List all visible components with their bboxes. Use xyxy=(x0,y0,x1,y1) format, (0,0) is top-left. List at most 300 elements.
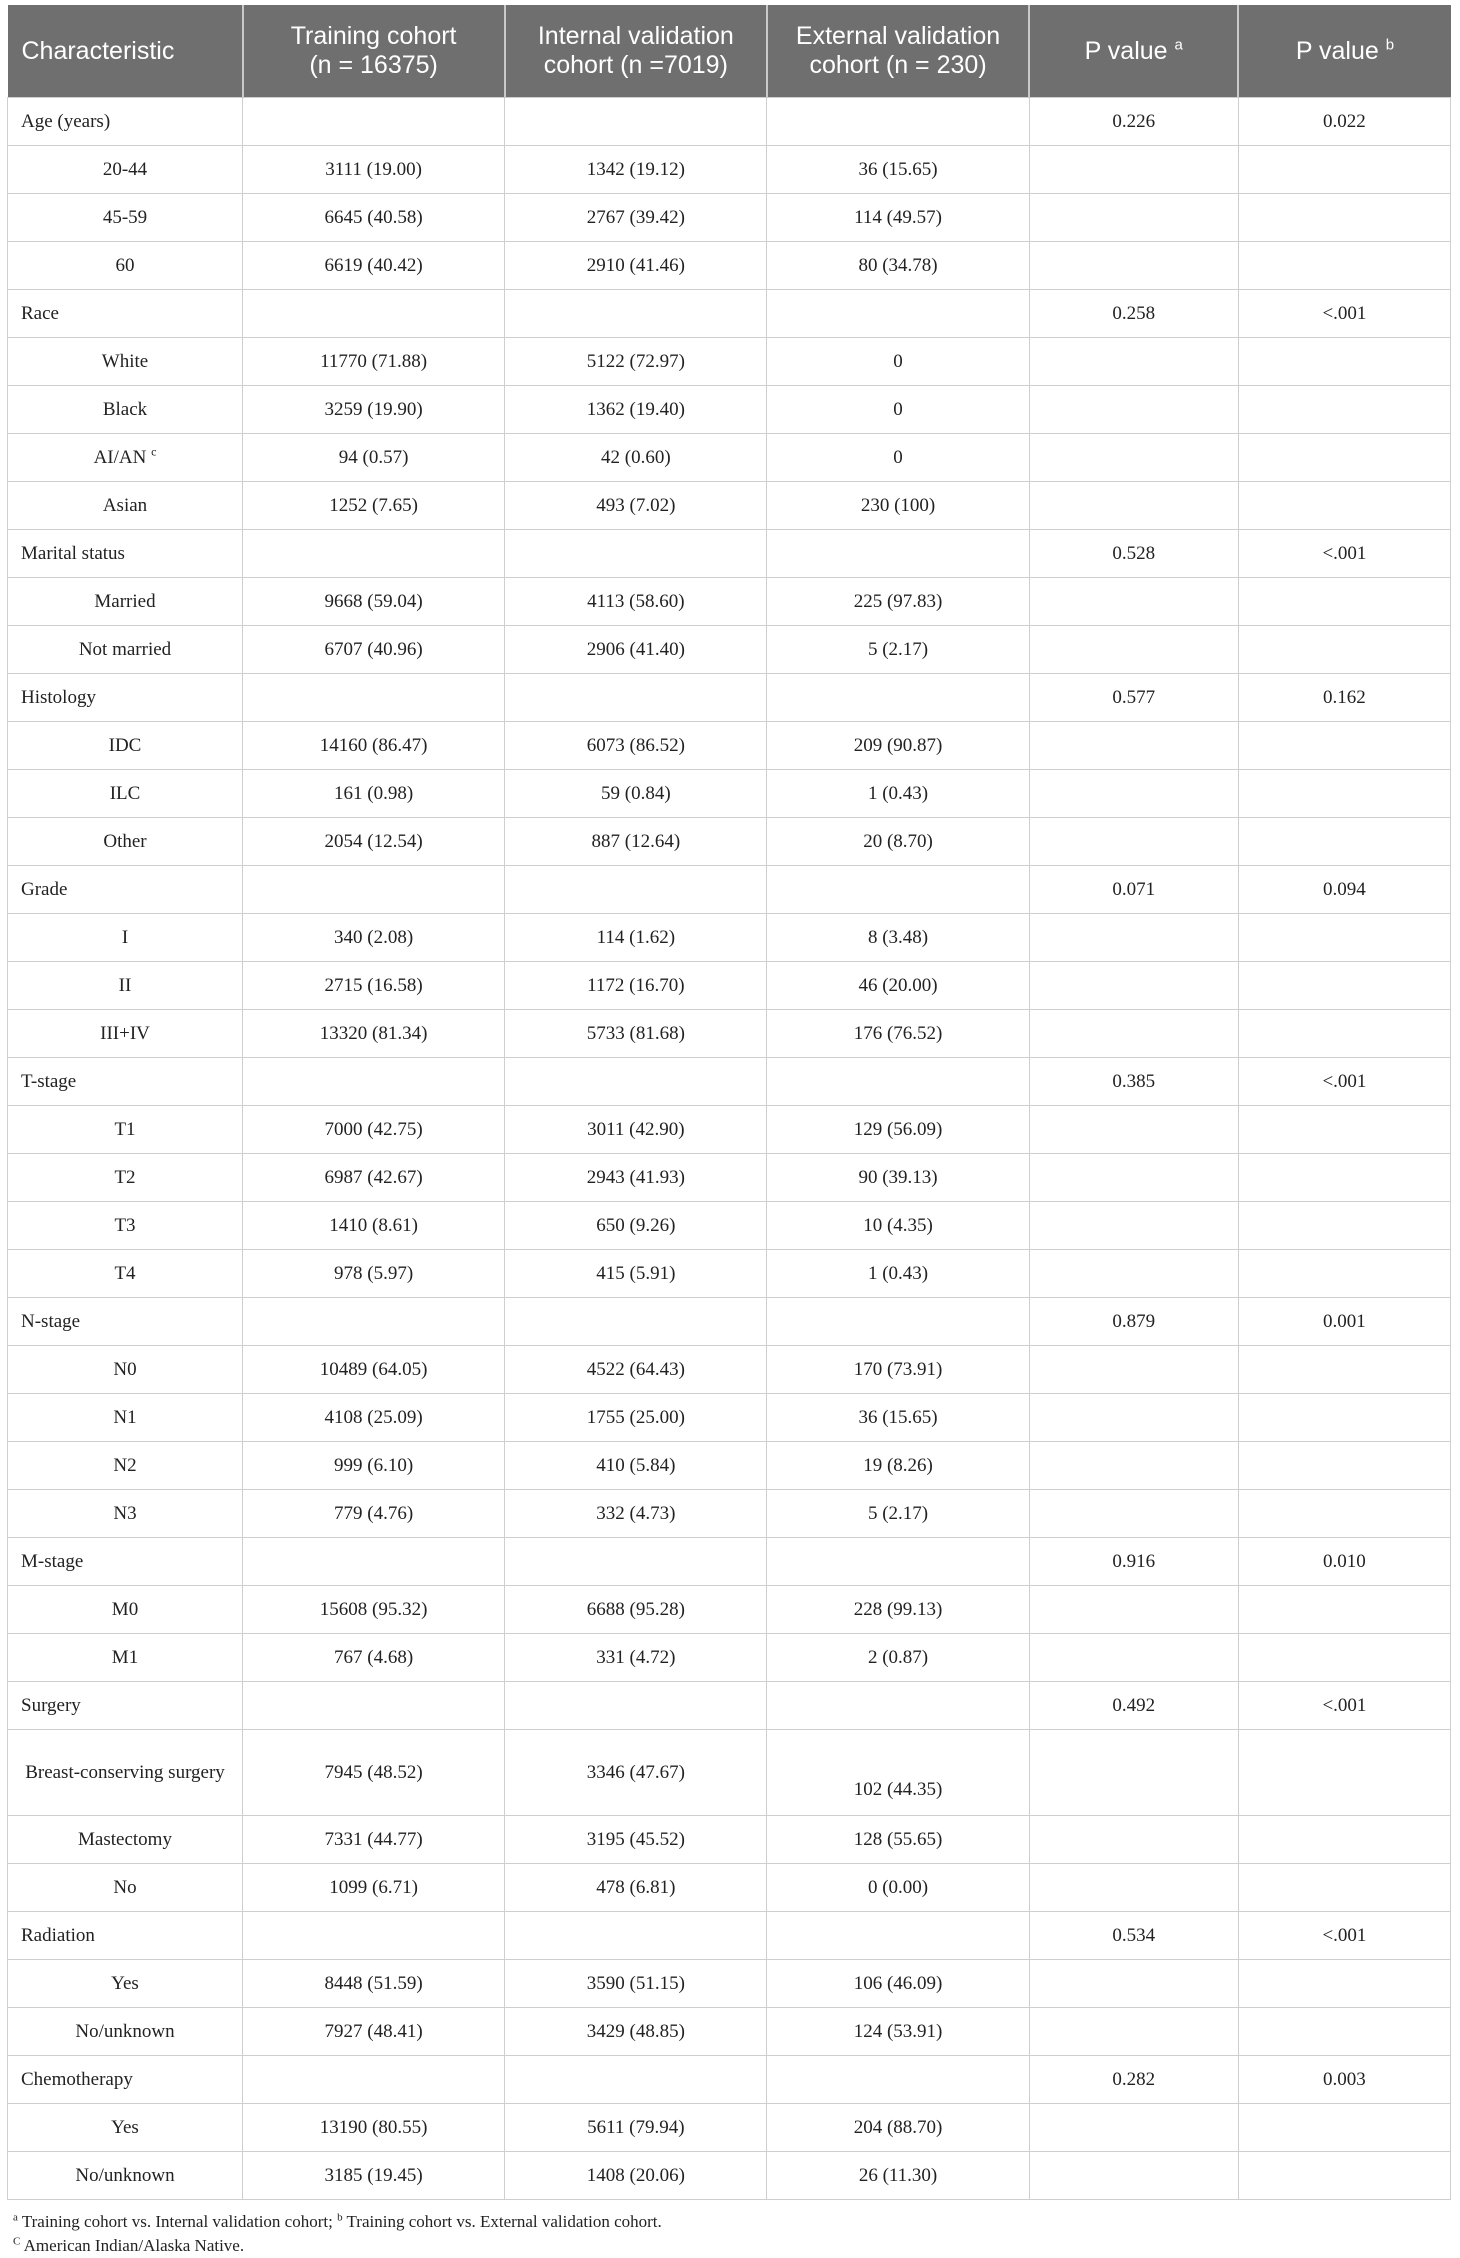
row-label: IDC xyxy=(108,734,142,756)
pvalue-b-cell xyxy=(1238,1490,1450,1538)
row-label: N3 xyxy=(113,1502,137,1524)
training-cell: 779 (4.76) xyxy=(243,1490,505,1538)
table-row xyxy=(8,578,1451,626)
header-external-line1: External validation xyxy=(795,22,1001,50)
pvalue-b-cell xyxy=(1238,722,1450,770)
group-row xyxy=(8,674,1451,722)
internal-cell: 410 (5.84) xyxy=(505,1442,767,1490)
group-label-cell xyxy=(8,1298,243,1346)
row-label: 60 xyxy=(115,254,135,276)
pvalue-b-cell xyxy=(1238,962,1450,1010)
pvalue-b-cell xyxy=(1238,1106,1450,1154)
header-pvalue-b xyxy=(1238,5,1450,98)
category-label-cell xyxy=(8,1010,243,1058)
pvalue-b-cell: <.001 xyxy=(1238,1058,1450,1106)
row-label: N2 xyxy=(113,1454,137,1476)
external-cell: 26 (11.30) xyxy=(767,2152,1029,2200)
table-row xyxy=(8,1442,1451,1490)
pvalue-a-cell xyxy=(1029,1346,1238,1394)
pvalue-a-cell: 0.226 xyxy=(1029,98,1238,146)
category-label-cell xyxy=(8,1634,243,1682)
pvalue-b-cell: 0.001 xyxy=(1238,1298,1450,1346)
pvalue-a-cell xyxy=(1029,818,1238,866)
external-cell xyxy=(767,674,1029,722)
row-label: N-stage xyxy=(21,1310,81,1332)
external-cell: 36 (15.65) xyxy=(767,146,1029,194)
header-pvalue-a-label: P value xyxy=(1084,36,1168,65)
external-cell: 36 (15.65) xyxy=(767,1394,1029,1442)
footnote-a-text: Training cohort vs. Internal validation cohort; xyxy=(17,2212,338,2231)
pvalue-b-cell xyxy=(1238,1816,1450,1864)
category-label-cell xyxy=(8,2104,243,2152)
group-label-cell xyxy=(8,1912,243,1960)
category-label-cell xyxy=(8,2152,243,2200)
external-cell: 1 (0.43) xyxy=(767,770,1029,818)
pvalue-b-cell: 0.022 xyxy=(1238,98,1450,146)
header-training-line2: (n = 16375) xyxy=(309,51,438,79)
pvalue-a-cell xyxy=(1029,1106,1238,1154)
pvalue-b-cell xyxy=(1238,242,1450,290)
group-row xyxy=(8,2056,1451,2104)
internal-cell: 332 (4.73) xyxy=(505,1490,767,1538)
pvalue-a-cell xyxy=(1029,1154,1238,1202)
external-cell: 0 xyxy=(767,386,1029,434)
footnote-b-mark: b xyxy=(337,2211,343,2224)
row-label: T1 xyxy=(114,1118,136,1140)
training-cell xyxy=(243,530,505,578)
row-label: 45-59 xyxy=(102,206,148,228)
table-row xyxy=(8,770,1451,818)
external-cell: 114 (49.57) xyxy=(767,194,1029,242)
table-row xyxy=(8,1634,1451,1682)
pvalue-a-cell xyxy=(1029,1634,1238,1682)
pvalue-a-cell xyxy=(1029,1586,1238,1634)
pvalue-b-cell xyxy=(1238,1154,1450,1202)
table-row xyxy=(8,1202,1451,1250)
external-cell: 225 (97.83) xyxy=(767,578,1029,626)
table-row xyxy=(8,434,1451,482)
internal-cell: 478 (6.81) xyxy=(505,1864,767,1912)
external-cell: 5 (2.17) xyxy=(767,1490,1029,1538)
pvalue-a-cell xyxy=(1029,2104,1238,2152)
external-cell: 209 (90.87) xyxy=(767,722,1029,770)
training-cell xyxy=(243,1058,505,1106)
pvalue-b-cell: 0.094 xyxy=(1238,866,1450,914)
row-label: No/unknown xyxy=(75,2164,175,2186)
table-body xyxy=(8,98,1451,2200)
internal-cell xyxy=(505,530,767,578)
pvalue-b-cell xyxy=(1238,1864,1450,1912)
internal-cell xyxy=(505,866,767,914)
pvalue-a-cell: 0.385 xyxy=(1029,1058,1238,1106)
footnote-line-2 xyxy=(13,2234,1451,2258)
pvalue-b-cell: <.001 xyxy=(1238,1912,1450,1960)
training-cell: 4108 (25.09) xyxy=(243,1394,505,1442)
pvalue-a-cell: 0.282 xyxy=(1029,2056,1238,2104)
internal-cell: 3590 (51.15) xyxy=(505,1960,767,2008)
category-label-cell xyxy=(8,1154,243,1202)
table-row xyxy=(8,914,1451,962)
pvalue-b-cell: <.001 xyxy=(1238,290,1450,338)
pvalue-b-cell xyxy=(1238,1960,1450,2008)
footnote-b-text: Training cohort vs. External validation cohort. xyxy=(342,2212,662,2231)
pvalue-b-cell xyxy=(1238,1394,1450,1442)
training-cell xyxy=(243,290,505,338)
header-external-line2: cohort (n = 230) xyxy=(809,51,987,79)
training-cell: 1410 (8.61) xyxy=(243,1202,505,1250)
category-label-cell xyxy=(8,1960,243,2008)
pvalue-b-cell xyxy=(1238,2152,1450,2200)
group-row xyxy=(8,866,1451,914)
training-cell: 978 (5.97) xyxy=(243,1250,505,1298)
training-cell xyxy=(243,1912,505,1960)
internal-cell: 415 (5.91) xyxy=(505,1250,767,1298)
table-row xyxy=(8,1394,1451,1442)
pvalue-b-cell: 0.162 xyxy=(1238,674,1450,722)
row-label: T4 xyxy=(114,1262,136,1284)
internal-cell: 1172 (16.70) xyxy=(505,962,767,1010)
category-label-cell xyxy=(8,1490,243,1538)
training-cell: 7000 (42.75) xyxy=(243,1106,505,1154)
row-label: Chemotherapy xyxy=(21,2068,133,2090)
internal-cell: 1362 (19.40) xyxy=(505,386,767,434)
footnote-c-mark: C xyxy=(13,2235,21,2248)
category-label-cell xyxy=(8,194,243,242)
external-cell: 90 (39.13) xyxy=(767,1154,1029,1202)
internal-cell: 3346 (47.67) xyxy=(505,1730,767,1816)
pvalue-a-cell xyxy=(1029,1730,1238,1816)
group-row xyxy=(8,1298,1451,1346)
training-cell xyxy=(243,2056,505,2104)
group-row xyxy=(8,1538,1451,1586)
pvalue-a-cell xyxy=(1029,434,1238,482)
category-label-cell xyxy=(8,338,243,386)
internal-cell: 3195 (45.52) xyxy=(505,1816,767,1864)
external-cell: 0 (0.00) xyxy=(767,1864,1029,1912)
external-cell xyxy=(767,2056,1029,2104)
category-label-cell xyxy=(8,626,243,674)
table-row xyxy=(8,1960,1451,2008)
pvalue-b-cell xyxy=(1238,1010,1450,1058)
training-cell: 15608 (95.32) xyxy=(243,1586,505,1634)
category-label-cell xyxy=(8,818,243,866)
table-row xyxy=(8,1586,1451,1634)
pvalue-a-cell xyxy=(1029,338,1238,386)
pvalue-b-cell xyxy=(1238,914,1450,962)
row-label: AI/AN xyxy=(93,446,147,468)
category-label-cell xyxy=(8,1730,243,1816)
external-cell: 1 (0.43) xyxy=(767,1250,1029,1298)
training-cell: 1099 (6.71) xyxy=(243,1864,505,1912)
pvalue-a-cell xyxy=(1029,2008,1238,2056)
pvalue-b-cell xyxy=(1238,482,1450,530)
external-cell: 5 (2.17) xyxy=(767,626,1029,674)
external-cell: 80 (34.78) xyxy=(767,242,1029,290)
external-cell xyxy=(767,98,1029,146)
pvalue-b-cell xyxy=(1238,1346,1450,1394)
table-header-row xyxy=(8,5,1451,98)
training-cell: 3185 (19.45) xyxy=(243,2152,505,2200)
row-label: No/unknown xyxy=(75,2020,175,2042)
row-label-footnote-mark: c xyxy=(151,444,157,459)
pvalue-a-cell xyxy=(1029,626,1238,674)
internal-cell: 2906 (41.40) xyxy=(505,626,767,674)
category-label-cell xyxy=(8,1202,243,1250)
table-row xyxy=(8,1490,1451,1538)
group-label-cell xyxy=(8,866,243,914)
pvalue-b-cell xyxy=(1238,1442,1450,1490)
group-label-cell xyxy=(8,674,243,722)
table-row xyxy=(8,194,1451,242)
internal-cell xyxy=(505,1058,767,1106)
internal-cell: 650 (9.26) xyxy=(505,1202,767,1250)
pvalue-b-cell: 0.003 xyxy=(1238,2056,1450,2104)
training-cell xyxy=(243,98,505,146)
internal-cell: 4522 (64.43) xyxy=(505,1346,767,1394)
internal-cell: 887 (12.64) xyxy=(505,818,767,866)
internal-cell xyxy=(505,1912,767,1960)
header-characteristic: Characteristic xyxy=(8,5,243,98)
training-cell xyxy=(243,866,505,914)
pvalue-a-cell xyxy=(1029,962,1238,1010)
category-label-cell xyxy=(8,1394,243,1442)
training-cell: 7945 (48.52) xyxy=(243,1730,505,1816)
training-cell xyxy=(243,674,505,722)
pvalue-a-cell xyxy=(1029,914,1238,962)
group-row xyxy=(8,530,1451,578)
group-row xyxy=(8,290,1451,338)
row-label: T2 xyxy=(114,1166,136,1188)
pvalue-a-cell xyxy=(1029,1490,1238,1538)
internal-cell: 1408 (20.06) xyxy=(505,2152,767,2200)
pvalue-b-cell: 0.010 xyxy=(1238,1538,1450,1586)
group-label-cell xyxy=(8,2056,243,2104)
pvalue-a-cell xyxy=(1029,1442,1238,1490)
pvalue-a-cell xyxy=(1029,482,1238,530)
external-cell: 46 (20.00) xyxy=(767,962,1029,1010)
external-cell: 2 (0.87) xyxy=(767,1634,1029,1682)
category-label-cell xyxy=(8,770,243,818)
training-cell: 767 (4.68) xyxy=(243,1634,505,1682)
pvalue-a-cell xyxy=(1029,146,1238,194)
header-training-cohort xyxy=(243,5,505,98)
external-cell: 176 (76.52) xyxy=(767,1010,1029,1058)
internal-cell: 114 (1.62) xyxy=(505,914,767,962)
category-label-cell xyxy=(8,1106,243,1154)
internal-cell: 6073 (86.52) xyxy=(505,722,767,770)
row-label: Black xyxy=(102,398,148,420)
pvalue-a-cell xyxy=(1029,1250,1238,1298)
internal-cell xyxy=(505,2056,767,2104)
external-cell: 10 (4.35) xyxy=(767,1202,1029,1250)
table-row xyxy=(8,146,1451,194)
external-cell xyxy=(767,1058,1029,1106)
category-label-cell xyxy=(8,1864,243,1912)
row-label: M0 xyxy=(111,1598,139,1620)
external-cell: 228 (99.13) xyxy=(767,1586,1029,1634)
internal-cell: 1755 (25.00) xyxy=(505,1394,767,1442)
table-row xyxy=(8,722,1451,770)
pvalue-b-cell xyxy=(1238,626,1450,674)
pvalue-a-cell xyxy=(1029,1394,1238,1442)
pvalue-a-cell xyxy=(1029,1010,1238,1058)
training-cell: 11770 (71.88) xyxy=(243,338,505,386)
table-row xyxy=(8,1106,1451,1154)
category-label-cell xyxy=(8,482,243,530)
training-cell xyxy=(243,1682,505,1730)
header-external-cohort xyxy=(767,5,1029,98)
footnote-c-text: American Indian/Alaska Native. xyxy=(20,2236,245,2255)
pvalue-a-cell: 0.258 xyxy=(1029,290,1238,338)
internal-cell: 6688 (95.28) xyxy=(505,1586,767,1634)
table-footnotes xyxy=(7,2210,1451,2258)
internal-cell xyxy=(505,1538,767,1586)
external-cell: 8 (3.48) xyxy=(767,914,1029,962)
external-cell xyxy=(767,1298,1029,1346)
training-cell: 7927 (48.41) xyxy=(243,2008,505,2056)
category-label-cell xyxy=(8,242,243,290)
table-row xyxy=(8,1346,1451,1394)
pvalue-b-cell: <.001 xyxy=(1238,530,1450,578)
pvalue-b-cell xyxy=(1238,818,1450,866)
pvalue-b-cell xyxy=(1238,770,1450,818)
training-cell: 94 (0.57) xyxy=(243,434,505,482)
row-label: I xyxy=(121,926,129,948)
training-cell: 9668 (59.04) xyxy=(243,578,505,626)
category-label-cell xyxy=(8,1442,243,1490)
training-cell: 14160 (86.47) xyxy=(243,722,505,770)
category-label-cell xyxy=(8,914,243,962)
pvalue-b-cell xyxy=(1238,434,1450,482)
header-pvalue-b-label: P value xyxy=(1295,36,1379,65)
table-row xyxy=(8,818,1451,866)
table-row xyxy=(8,626,1451,674)
row-label: Race xyxy=(21,302,59,324)
footnote-line-1 xyxy=(13,2210,1451,2234)
pvalue-a-cell xyxy=(1029,386,1238,434)
training-cell: 2715 (16.58) xyxy=(243,962,505,1010)
training-cell: 340 (2.08) xyxy=(243,914,505,962)
training-cell xyxy=(243,1538,505,1586)
group-row xyxy=(8,1058,1451,1106)
table-row xyxy=(8,1730,1451,1816)
row-label: 20-44 xyxy=(102,158,148,180)
category-label-cell xyxy=(8,386,243,434)
table-row xyxy=(8,1250,1451,1298)
external-cell xyxy=(767,290,1029,338)
header-internal-line1: Internal validation xyxy=(537,22,734,50)
training-cell: 10489 (64.05) xyxy=(243,1346,505,1394)
table-row xyxy=(8,338,1451,386)
category-label-cell xyxy=(8,578,243,626)
external-cell: 128 (55.65) xyxy=(767,1816,1029,1864)
group-row xyxy=(8,1682,1451,1730)
internal-cell xyxy=(505,1682,767,1730)
pvalue-b-cell xyxy=(1238,1250,1450,1298)
training-cell: 7331 (44.77) xyxy=(243,1816,505,1864)
pvalue-a-cell: 0.528 xyxy=(1029,530,1238,578)
table-row xyxy=(8,1154,1451,1202)
row-label: Asian xyxy=(102,494,148,516)
pvalue-a-cell xyxy=(1029,242,1238,290)
pvalue-a-cell xyxy=(1029,194,1238,242)
group-label-cell xyxy=(8,1682,243,1730)
row-label: T3 xyxy=(114,1214,136,1236)
pvalue-a-cell xyxy=(1029,2152,1238,2200)
external-cell: 204 (88.70) xyxy=(767,2104,1029,2152)
row-label: Grade xyxy=(21,878,68,900)
training-cell xyxy=(243,1298,505,1346)
pvalue-b-cell xyxy=(1238,386,1450,434)
category-label-cell xyxy=(8,1346,243,1394)
pvalue-a-cell xyxy=(1029,770,1238,818)
internal-cell: 5611 (79.94) xyxy=(505,2104,767,2152)
external-cell: 230 (100) xyxy=(767,482,1029,530)
internal-cell: 493 (7.02) xyxy=(505,482,767,530)
row-label: T-stage xyxy=(21,1070,77,1092)
pvalue-a-cell: 0.492 xyxy=(1029,1682,1238,1730)
table-row xyxy=(8,2104,1451,2152)
header-pvalue-a xyxy=(1029,5,1238,98)
training-cell: 3111 (19.00) xyxy=(243,146,505,194)
table-row xyxy=(8,2008,1451,2056)
internal-cell: 2943 (41.93) xyxy=(505,1154,767,1202)
table-row xyxy=(8,242,1451,290)
internal-cell: 2767 (39.42) xyxy=(505,194,767,242)
row-label: Yes xyxy=(111,2116,139,2138)
training-cell: 8448 (51.59) xyxy=(243,1960,505,2008)
group-row xyxy=(8,98,1451,146)
pvalue-b-cell: <.001 xyxy=(1238,1682,1450,1730)
external-cell: 20 (8.70) xyxy=(767,818,1029,866)
header-training-line1: Training cohort xyxy=(290,22,457,50)
category-label-cell xyxy=(8,2008,243,2056)
pvalue-a-cell: 0.577 xyxy=(1029,674,1238,722)
internal-cell xyxy=(505,290,767,338)
row-label: Marital status xyxy=(21,542,125,564)
category-label-cell xyxy=(8,1586,243,1634)
external-cell xyxy=(767,1912,1029,1960)
internal-cell: 3011 (42.90) xyxy=(505,1106,767,1154)
category-label-cell xyxy=(8,722,243,770)
pvalue-b-cell xyxy=(1238,578,1450,626)
header-pvalue-b-mark: b xyxy=(1385,36,1395,54)
category-label-cell xyxy=(8,146,243,194)
training-cell: 6707 (40.96) xyxy=(243,626,505,674)
table-row xyxy=(8,1010,1451,1058)
pvalue-a-cell: 0.916 xyxy=(1029,1538,1238,1586)
pvalue-a-cell: 0.879 xyxy=(1029,1298,1238,1346)
category-label-cell xyxy=(8,1250,243,1298)
category-label-cell xyxy=(8,1816,243,1864)
pvalue-b-cell xyxy=(1238,146,1450,194)
pvalue-b-cell xyxy=(1238,1634,1450,1682)
pvalue-a-cell xyxy=(1029,1960,1238,2008)
external-cell: 102 (44.35) xyxy=(767,1730,1029,1816)
table-row xyxy=(8,482,1451,530)
footnote-a-mark: a xyxy=(13,2211,18,2224)
external-cell xyxy=(767,530,1029,578)
pvalue-b-cell xyxy=(1238,2008,1450,2056)
row-label: N0 xyxy=(113,1358,137,1380)
row-label: Married xyxy=(94,590,156,612)
pvalue-a-cell: 0.534 xyxy=(1029,1912,1238,1960)
internal-cell: 59 (0.84) xyxy=(505,770,767,818)
row-label: Yes xyxy=(111,1972,139,1994)
row-label: Breast-conserving surgery xyxy=(25,1761,225,1783)
row-label: Other xyxy=(103,830,147,852)
external-cell: 0 xyxy=(767,338,1029,386)
